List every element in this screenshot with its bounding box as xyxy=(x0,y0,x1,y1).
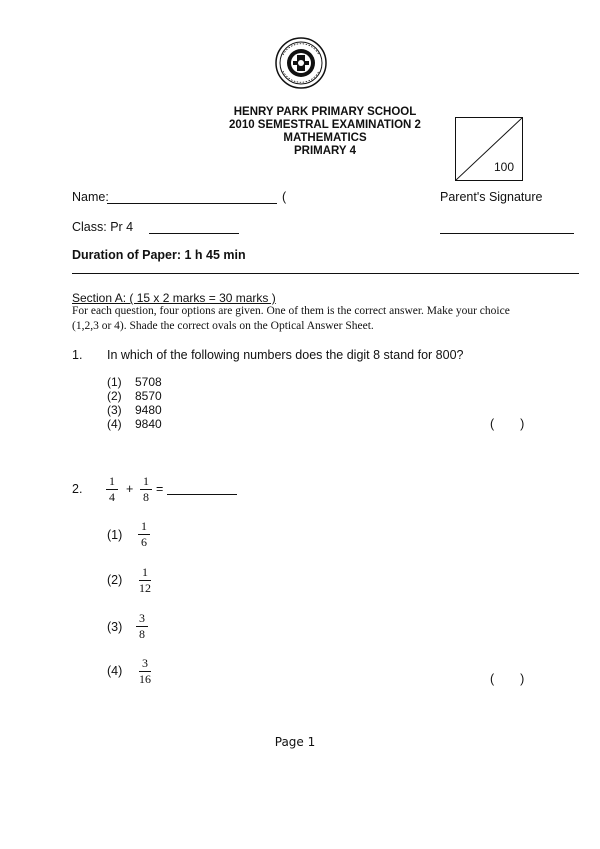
total-marks: 100 xyxy=(493,160,514,174)
class-label: Class: Pr 4 xyxy=(72,220,134,234)
name-label: Name: xyxy=(72,190,109,204)
level-title: PRIMARY 4 xyxy=(294,145,356,157)
q2-fraction-1: 1 4 xyxy=(104,475,120,504)
school-name: HENRY PARK PRIMARY SCHOOL xyxy=(233,106,417,118)
q2-fraction-2: 1 8 xyxy=(138,475,154,504)
exam-title: 2010 SEMESTRAL EXAMINATION 2 xyxy=(229,119,421,131)
parent-signature-label: Parent's Signature xyxy=(440,190,543,204)
question-2-number: 2. xyxy=(72,482,83,496)
section-title: Section A: ( 15 x 2 marks = 30 marks ) xyxy=(72,291,276,305)
name-paren: ( xyxy=(282,190,287,204)
q2-equals: = xyxy=(156,482,164,496)
q1-option-3: (3) 9480 xyxy=(107,403,162,417)
name-field[interactable] xyxy=(107,203,277,204)
question-1-text: In which of the following numbers does the digit 8 stand for 800? xyxy=(107,348,464,362)
parent-signature-field[interactable] xyxy=(440,233,574,234)
q2-answer-line[interactable] xyxy=(167,494,237,495)
marks-box xyxy=(455,117,523,181)
q2-option-1-fraction: 1 6 xyxy=(136,520,152,549)
section-instructions-2: (1,2,3 or 4). Shade the correct ovals on the Optical Answer Sheet. xyxy=(72,320,374,332)
question-1-number: 1. xyxy=(72,348,83,362)
q2-option-4-label: (4) xyxy=(107,664,123,678)
subject-title: MATHEMATICS xyxy=(283,132,367,144)
q2-option-2-label: (2) xyxy=(107,573,123,587)
page-number: Page 1 xyxy=(274,735,316,749)
q2-option-3-fraction: 3 8 xyxy=(134,612,150,641)
q1-answer-bracket[interactable]: ( ) xyxy=(490,417,525,431)
q2-plus: + xyxy=(126,482,134,496)
q2-answer-bracket[interactable]: ( ) xyxy=(490,672,525,686)
q1-option-2: (2) 8570 xyxy=(107,389,162,403)
q2-option-2-fraction: 1 12 xyxy=(139,565,151,595)
section-instructions-1: For each question, four options are given. One of them is the correct answer. Make your choice xyxy=(72,305,510,317)
q1-option-1: (1) 5708 xyxy=(107,375,162,389)
q1-option-4: (4) 9840 xyxy=(107,417,162,431)
q2-option-1-label: (1) xyxy=(107,528,123,542)
duration: Duration of Paper: 1 h 45 min xyxy=(72,248,246,262)
header-divider xyxy=(72,273,579,274)
school-crest-logo xyxy=(275,37,327,89)
q2-option-4-fraction: 3 16 xyxy=(139,656,151,686)
class-field[interactable] xyxy=(149,233,239,234)
q2-option-3-label: (3) xyxy=(107,620,123,634)
